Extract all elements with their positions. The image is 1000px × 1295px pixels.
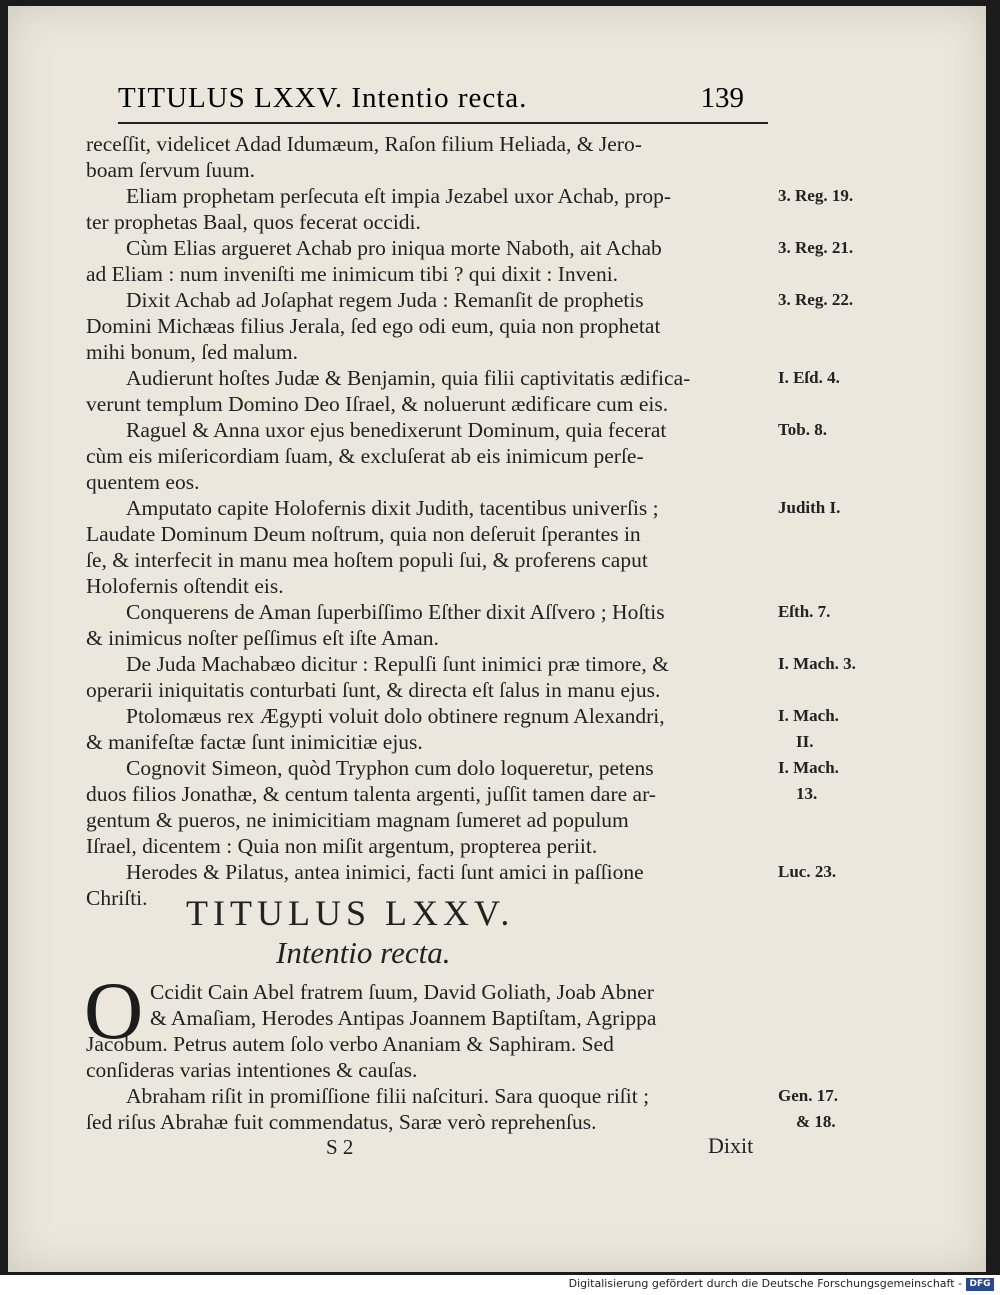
header-rule (118, 122, 768, 124)
text-line: ſe, & interfecit in manu mea hoſtem populi ſui, & proferens caput (86, 548, 648, 572)
margin-note: II. (796, 732, 814, 751)
text-line: & manifeſtæ factæ ſunt inimicitiæ ejus. II. (86, 730, 814, 754)
margin-note: 3. Reg. 19. (778, 186, 854, 205)
text-line: Laudate Dominum Deum noſtrum, quia non deſeruit ſperantes in (86, 522, 641, 546)
margin-note: 3. Reg. 21. (778, 238, 854, 257)
text-line: operarii iniquitatis conturbati ſunt, & directa eſt ſalus in manu ejus. (86, 678, 661, 702)
text-line: Domini Michæas filius Jerala, ſed ego odi eum, quia non prophetat (86, 314, 661, 338)
margin-note: I. Eſd. 4. (778, 368, 840, 387)
footer-bar (0, 1275, 1000, 1295)
text-line: Audierunt hoſtes Judæ & Benjamin, quia filii captivitatis ædifica- I. Eſd. 4. (126, 366, 840, 390)
margin-note: 13. (796, 784, 818, 803)
text-line: Herodes & Pilatus, antea inimici, facti ſunt amici in paſſione Luc. 23. (126, 860, 837, 884)
margin-note: I. Mach. (778, 758, 839, 777)
text-line: Cùm Elias argueret Achab pro iniqua morte Naboth, ait Achab 3. Reg. 21. (126, 236, 854, 260)
text-line: & inimicus noſter peſſimus eſt iſte Aman. (86, 626, 439, 650)
text-line: gentum & pueros, ne inimicitiam magnam ſumeret ad populum (86, 808, 629, 832)
text-line: Cognovit Simeon, quòd Tryphon cum dolo loqueretur, petens I. Mach. (126, 756, 839, 780)
drop-cap: O (84, 965, 144, 1056)
text-line: & Amaſiam, Herodes Antipas Joannem Baptiſtam, Agrippa (150, 1006, 657, 1030)
catchword: Dixit (708, 1133, 754, 1158)
text-line: Dixit Achab ad Joſaphat regem Juda : Remanſit de prophetis 3. Reg. 22. (126, 288, 854, 312)
margin-note: I. Mach. 3. (778, 654, 856, 673)
funding-credit: Digitalisierung gefördert durch die Deutsche Forschungsgemeinschaft - (568, 1277, 962, 1290)
text-line: Amputato capite Holofernis dixit Judith, tacentibus univerſis ; Judith I. (126, 496, 841, 520)
text-line: mihi bonum, ſed malum. (86, 340, 298, 364)
margin-note: I. Mach. (778, 706, 839, 725)
running-header (118, 82, 768, 120)
margin-note: Gen. 17. (778, 1086, 838, 1105)
text-line: Chriſti. (86, 886, 148, 910)
text-line: duos filios Jonathæ, & centum talenta argenti, juſſit tamen dare ar- 13. (86, 782, 818, 806)
dfg-logo-icon: DFG (966, 1278, 994, 1291)
text-line: ſed riſus Abrahæ fuit commendatus, Saræ verò reprehenſus. & 18. (86, 1110, 836, 1134)
text-line: ter prophetas Baal, quos fecerat occidi. (86, 210, 421, 234)
margin-note: & 18. (796, 1112, 836, 1131)
text-line: quentem eos. (86, 470, 200, 494)
text-line: verunt templum Domino Deo Iſrael, & noluerunt ædificare cum eis. (86, 392, 669, 416)
text-line: receſſit, videlicet Adad Idumæum, Raſon filium Heliada, & Jero- (86, 132, 642, 156)
text-line: Raguel & Anna uxor ejus benedixerunt Dominum, quia fecerat Tob. 8. (126, 418, 827, 442)
margin-note: Eſth. 7. (778, 602, 831, 621)
running-title: TITULUS LXXV. Intentio recta. (118, 82, 528, 114)
margin-note: 3. Reg. 22. (778, 290, 854, 309)
text-line: Eliam prophetam perſecuta eſt impia Jezabel uxor Achab, prop- 3. Reg. 19. (126, 184, 854, 208)
text-line: boam ſervum ſuum. (86, 158, 255, 182)
text-line: Ptolomæus rex Ægypti voluit dolo obtinere regnum Alexandri, I. Mach. (126, 704, 839, 728)
section-subtitle: Intentio recta. (276, 935, 451, 970)
text-line: Conquerens de Aman ſuperbiſſimo Eſther dixit Aſſvero ; Hoſtis Eſth. 7. (126, 600, 831, 624)
text-line: cùm eis miſericordiam ſuam, & excluſerat ab eis inimicum perſe- (86, 444, 644, 468)
text-line: Jacobum. Petrus autem ſolo verbo Ananiam & Saphiram. Sed (86, 1032, 614, 1056)
text-line: Holofernis oſtendit eis. (86, 574, 284, 598)
text-line: Iſrael, dicentem : Quia non miſit argentum, propterea periit. (86, 834, 598, 858)
text-line: ad Eliam : num inveniſti me inimicum tibi ? qui dixit : Inveni. (86, 262, 619, 286)
text-line: conſideras varias intentiones & cauſas. (86, 1058, 418, 1082)
margin-note: Luc. 23. (778, 862, 837, 881)
section-title: TITULUS LXXV. (186, 893, 515, 933)
text-line: Ccidit Cain Abel fratrem ſuum, David Goliath, Joab Abner (150, 980, 654, 1004)
margin-note: Judith I. (778, 498, 841, 517)
page-number: 139 (700, 82, 744, 114)
book-page (8, 6, 986, 1272)
text-line: De Juda Machabæo dicitur : Repulſi ſunt inimici præ timore, & I. Mach. 3. (126, 652, 856, 676)
margin-note: Tob. 8. (778, 420, 827, 439)
text-line: Abraham riſit in promiſſione filii naſcituri. Sara quoque riſit ; Gen. 17. (126, 1084, 838, 1108)
signature-mark: S 2 (326, 1135, 354, 1159)
